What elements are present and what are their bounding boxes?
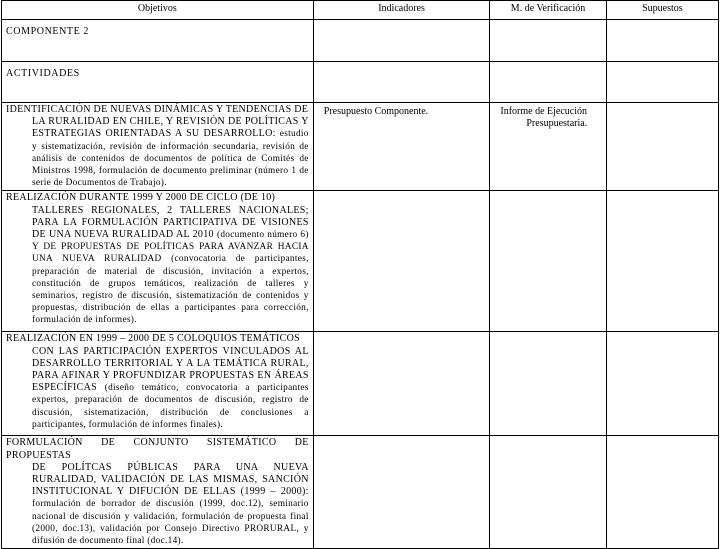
verification-cell <box>490 436 606 549</box>
activity-description: formulación de borrador de discusión (1999, doc.12), seminario nacional de discusión y validación, formulación de propuesta final (2000, doc.13), validación por Consejo Directivo PRORURAL, y difusión de documento final (doc.14). <box>32 499 309 547</box>
activity-cell <box>2 191 314 332</box>
indicator-cell <box>313 332 490 436</box>
assumption-cell <box>606 103 718 191</box>
assumption-cell <box>606 191 718 332</box>
header-objetivos: Objetivos <box>2 1 314 20</box>
indicator-cell <box>313 436 490 549</box>
activity-title-rest: TALLERES REGIONALES, 2 TALLERES NACIONALES; PARA LA FORMULACIÓN PARTICIPATIVA DE VISIONES DE UNA NUEVA RURALIDAD AL 2010 <box>32 204 309 241</box>
activity-description: estudio y sistematización, revisión de información secundaria, revisión de análisis de contenidos de documentos de política de Comités de Ministros 1998, formulación de documento preliminar (número 1 de serie de Documentos de Trabajo). <box>32 129 309 189</box>
activity-row <box>2 191 719 332</box>
activity-cell <box>2 332 314 436</box>
assumption-cell <box>606 332 718 436</box>
logical-framework-table <box>1 0 719 549</box>
activity-title-rest: CON LAS PARTICIPACIÓN EXPERTOS VINCULADOS AL DESARROLLO TERRITORIAL Y A LA TEMÁTICA RURAL, PARA AFINAR Y PROFUNDIZAR PROPUESTAS EN ÁREAS ESPECÍFICAS <box>32 345 309 394</box>
verification-cell <box>490 191 606 332</box>
verification-line-2: Presupuestaria. <box>526 118 588 130</box>
section-componente: COMPONENTE 2 <box>2 20 314 62</box>
empty-cell <box>606 62 718 103</box>
indicator-cell <box>313 103 490 191</box>
indicator-cell <box>313 191 490 332</box>
empty-cell <box>490 20 606 62</box>
activity-title-rest: DE POLÍTCAS PÚBLICAS PARA UNA NUEVA RURALIDAD, VALIDACIÓN DE LAS MISMAS, SANCIÓN INSTITUCIONAL Y DIFUCIÓN DE ELLAS (1999 – 2000): <box>32 461 309 498</box>
activity-title-first: REALIZACIÓN DURANTE 1999 Y 2000 DE CICLO (DE 10) <box>6 192 276 204</box>
empty-cell <box>313 20 490 62</box>
activity-row <box>2 103 719 191</box>
header-supuestos: Supuestos <box>606 1 718 20</box>
verification-cell <box>490 332 606 436</box>
activity-cell <box>2 436 314 549</box>
activity-title-first: IDENTIFICACIÓN DE NUEVAS DINÁMICAS Y TENDENCIAS DE <box>6 104 309 115</box>
activity-description: (documento número 6) Y DE PROPUESTAS DE POLÍTICAS PARA AVANZAR HACIA UNA NUEVA RURALIDAD (convocatoria de participantes, preparación de material de discusión, invitación a expertos, constitución de grupos temáticos, realización de talleres y seminarios, registro de discusión, sistematización de contenidos y propuestas, distribución de ellas a participantes para corrección, formulación de informes). <box>32 230 309 326</box>
header-verificacion: M. de Verificación <box>490 1 606 20</box>
section-actividades: ACTIVIDADES <box>2 62 314 103</box>
activity-description: (diseño temático, convocatoria a participantes expertos, preparación de documentos de discusión, registro de discusión, sistematización, distribución de conclusiones a participantes, formulación de informes finales). <box>32 383 309 430</box>
section-row-componente <box>2 20 719 62</box>
activity-row <box>2 332 719 436</box>
indicator-text: Presupuesto Componente. <box>323 106 429 117</box>
activity-title-first: FORMULACIÓN DE CONJUNTO SISTEMÁTICO DE PROPUESTAS <box>6 437 309 461</box>
section-row-actividades <box>2 62 719 103</box>
header-indicadores: Indicadores <box>313 1 490 20</box>
activity-cell <box>2 103 314 191</box>
empty-cell <box>490 62 606 103</box>
activity-title-first: REALIZACIÓN EN 1999 – 2000 DE 5 COLOQUIOS TEMÁTICOS <box>6 333 300 345</box>
activity-row <box>2 436 719 549</box>
header-row <box>2 1 719 20</box>
verification-line-1: Informe de Ejecución <box>500 106 588 117</box>
empty-cell <box>606 20 718 62</box>
empty-cell <box>313 62 490 103</box>
verification-cell <box>490 103 606 191</box>
assumption-cell <box>606 436 718 549</box>
activity-title-rest: LA RURALIDAD EN CHILE, Y REVISIÓN DE POLÍTICAS Y ESTRATEGIAS ORIENTADAS A SU DESARROLLO: <box>32 116 309 140</box>
